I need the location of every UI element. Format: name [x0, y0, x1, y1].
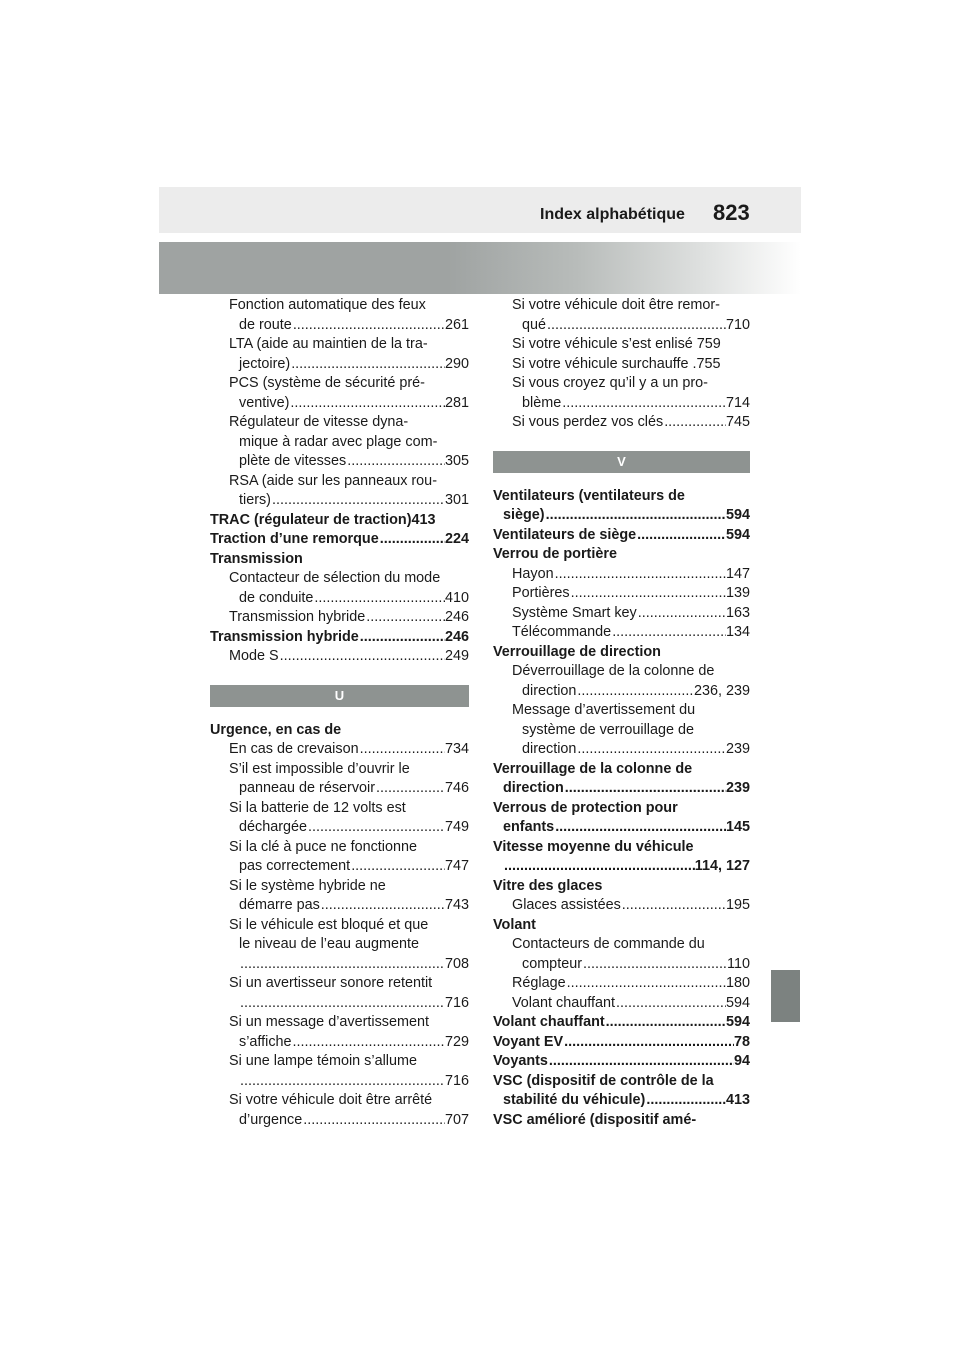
page-ref: 708	[444, 955, 469, 972]
index-heading-entry: Traction d’une remorque ..... 224	[210, 530, 469, 550]
index-column-right	[493, 296, 750, 1130]
index-entry	[210, 955, 469, 975]
page-ref: 710	[725, 316, 750, 333]
header-bar	[159, 187, 801, 233]
index-heading-entry: direction ..... 239	[493, 779, 750, 799]
page-ref: 195	[725, 897, 750, 913]
section-letter-u: U	[210, 685, 469, 707]
index-entry: démarre pas ..... 743	[210, 896, 469, 916]
index-entry	[210, 1072, 469, 1092]
index-heading-entry: enfants ..... 145	[493, 818, 750, 838]
index-heading: Verrouillage de direction	[493, 643, 661, 660]
index-line: Déverrouillage de la colonne de	[512, 663, 715, 679]
section-letter-v: V	[493, 451, 750, 473]
index-line: Si le véhicule est bloqué et que	[229, 916, 429, 933]
page-ref: 729	[444, 1033, 469, 1050]
index-entry: jectoire) ..... 290	[210, 355, 469, 375]
page-ref: 145	[725, 819, 750, 835]
index-line: système de verrouillage de	[522, 721, 694, 738]
page-ref: 139	[725, 585, 750, 601]
index-entry: Volant chauffant ..... 594	[493, 994, 750, 1014]
index-line: Contacteur de sélection du mode	[229, 570, 441, 586]
page-number: 823	[713, 200, 750, 225]
index-line: Contacteurs de commande du	[512, 936, 705, 952]
page-ref: 749	[444, 819, 469, 835]
index-line: RSA (aide sur les panneaux rou-	[229, 472, 437, 489]
index-heading: TRAC (régulateur de traction)413	[210, 511, 436, 528]
index-heading-entry: Ventilateurs de siège ..... 594	[493, 526, 750, 546]
index-entry: plète de vitesses ..... 305	[210, 452, 469, 472]
index-line: Régulateur de vitesse dyna-	[229, 414, 409, 430]
page-ref: 594	[725, 994, 750, 1011]
page-ref: 249	[444, 648, 469, 664]
page-ref: 94	[733, 1053, 750, 1069]
page-ref: 147	[725, 565, 750, 582]
chapter-thumb-tab	[771, 970, 800, 1022]
index-line: le niveau de l’eau augmente	[239, 936, 420, 952]
index-line: Si la batterie de 12 volts est	[229, 799, 406, 816]
index-entry: de route ..... 261	[210, 316, 469, 336]
index-line: Si votre véhicule s’est enlisé 759	[512, 336, 721, 352]
index-entry: panneau de réservoir ..... 746	[210, 779, 469, 799]
index-heading: VSC (dispositif de contrôle de la	[493, 1072, 714, 1089]
index-entry: Si vous perdez vos clés ..... 745	[493, 413, 750, 433]
page-ref: 163	[725, 604, 750, 621]
index-heading: VSC amélioré (dispositif amé-	[493, 1111, 697, 1128]
index-heading: Volant	[493, 916, 536, 933]
page-ref: 301	[444, 492, 469, 508]
index-line: Si votre véhicule surchauffe .755	[512, 355, 721, 372]
index-entry: blème ..... 714	[493, 394, 750, 414]
index-entry: s’affiche ..... 729	[210, 1033, 469, 1053]
page-ref: 747	[444, 858, 469, 874]
page-ref: 745	[725, 414, 750, 430]
index-column-left	[210, 296, 469, 1130]
page-ref: 180	[725, 975, 750, 991]
index-line: Si un message d’avertissement	[229, 1014, 429, 1030]
index-entry: déchargée ..... 749	[210, 818, 469, 838]
page-ref: 114, 127	[694, 858, 750, 874]
index-heading: Vitre des glaces	[493, 877, 603, 894]
index-entry: direction ..... 239	[493, 740, 750, 760]
index-line: Si votre véhicule doit être remor-	[512, 297, 720, 313]
index-heading-entry: siège) ..... 594	[493, 506, 750, 526]
index-entry: direction ..... 236, 239	[493, 682, 750, 702]
page-ref: 714	[725, 394, 750, 411]
index-line: Si vous croyez qu’il y a un pro-	[512, 375, 708, 391]
page-ref: 707	[444, 1111, 469, 1128]
index-heading: Ventilateurs (ventilateurs de	[493, 487, 685, 504]
index-entry: d’urgence ..... 707	[210, 1111, 469, 1131]
index-entry: pas correctement ..... 747	[210, 857, 469, 877]
index-entry: Portières ..... 139	[493, 584, 750, 604]
decorative-header-band	[159, 242, 801, 294]
index-heading: Verrous de protection pour	[493, 799, 678, 816]
page-ref: 594	[725, 507, 750, 523]
index-heading-entry: stabilité du véhicule) ..... 413	[493, 1091, 750, 1111]
index-line: S’il est impossible d’ouvrir le	[229, 760, 410, 777]
index-line: Message d’avertissement du	[512, 702, 696, 718]
page-ref: 716	[444, 1072, 469, 1089]
index-line: PCS (système de sécurité pré-	[229, 375, 425, 391]
page-ref: 239	[725, 780, 750, 796]
index-entry: En cas de crevaison ..... 734	[210, 740, 469, 760]
index-entry: tiers) ..... 301	[210, 491, 469, 511]
index-entry: Transmission hybride ..... 246	[210, 608, 469, 628]
index-heading: Verrou de portière	[493, 546, 617, 562]
page-ref: 746	[444, 780, 469, 796]
page-ref: 246	[444, 628, 469, 645]
index-heading: Verrouillage de la colonne de	[493, 760, 693, 777]
page-ref: 110	[727, 955, 750, 972]
page-ref: 305	[444, 453, 469, 469]
page-ref: 290	[444, 355, 469, 372]
index-heading-entry: Voyants ..... 94	[493, 1052, 750, 1072]
page-ref: 78	[733, 1033, 750, 1050]
index-entry: Télécommande ..... 134	[493, 623, 750, 643]
page-ref: 410	[444, 589, 469, 606]
page-ref: 413	[725, 1092, 750, 1108]
page-header-title: Index alphabétique	[540, 206, 685, 223]
index-entry: ventive) ..... 281	[210, 394, 469, 414]
page-ref: 239	[725, 741, 750, 757]
index-entry: Glaces assistées ..... 195	[493, 896, 750, 916]
page-ref: 594	[725, 1014, 750, 1030]
index-line: Si le système hybride ne	[229, 877, 386, 894]
index-entry: qué ..... 710	[493, 316, 750, 336]
index-entry: Réglage ..... 180	[493, 974, 750, 994]
index-line: LTA (aide au maintien de la tra-	[229, 336, 428, 352]
page-ref: 261	[444, 316, 469, 333]
index-entry: Système Smart key ..... 163	[493, 604, 750, 624]
index-heading: Vitesse moyenne du véhicule	[493, 838, 694, 855]
index-heading-entry: Volant chauffant ..... 594	[493, 1013, 750, 1033]
page-ref: 134	[725, 624, 750, 640]
index-entry: compteur ..... 110	[493, 955, 750, 975]
index-entry: de conduite ..... 410	[210, 589, 469, 609]
index-heading: Urgence, en cas de	[210, 721, 342, 738]
index-line: mique à radar avec plage com-	[239, 433, 438, 450]
page-ref: 743	[444, 897, 469, 913]
page-ref: 734	[444, 741, 469, 757]
index-line: Si un avertisseur sonore retentit	[229, 975, 433, 991]
page-ref: 224	[444, 531, 469, 547]
index-heading: Transmission	[210, 550, 303, 567]
page-ref: 246	[444, 609, 469, 625]
page-ref: 594	[725, 526, 750, 543]
index-entry	[210, 994, 469, 1014]
index-heading-entry	[493, 857, 750, 877]
index-entry: Hayon ..... 147	[493, 565, 750, 585]
index-line: Si votre véhicule doit être arrêté	[229, 1092, 433, 1108]
page-ref: 716	[444, 994, 469, 1011]
index-heading-entry: Voyant EV ..... 78	[493, 1033, 750, 1053]
index-line: Si la clé à puce ne fonctionne	[229, 838, 418, 855]
index-entry: Mode S ..... 249	[210, 647, 469, 667]
index-heading-entry: Transmission hybride ..... 246	[210, 628, 469, 648]
page-ref: 281	[444, 394, 469, 411]
page-ref: 236, 239	[693, 682, 750, 699]
index-line: Fonction automatique des feux	[229, 297, 426, 313]
index-line: Si une lampe témoin s’allume	[229, 1053, 417, 1069]
